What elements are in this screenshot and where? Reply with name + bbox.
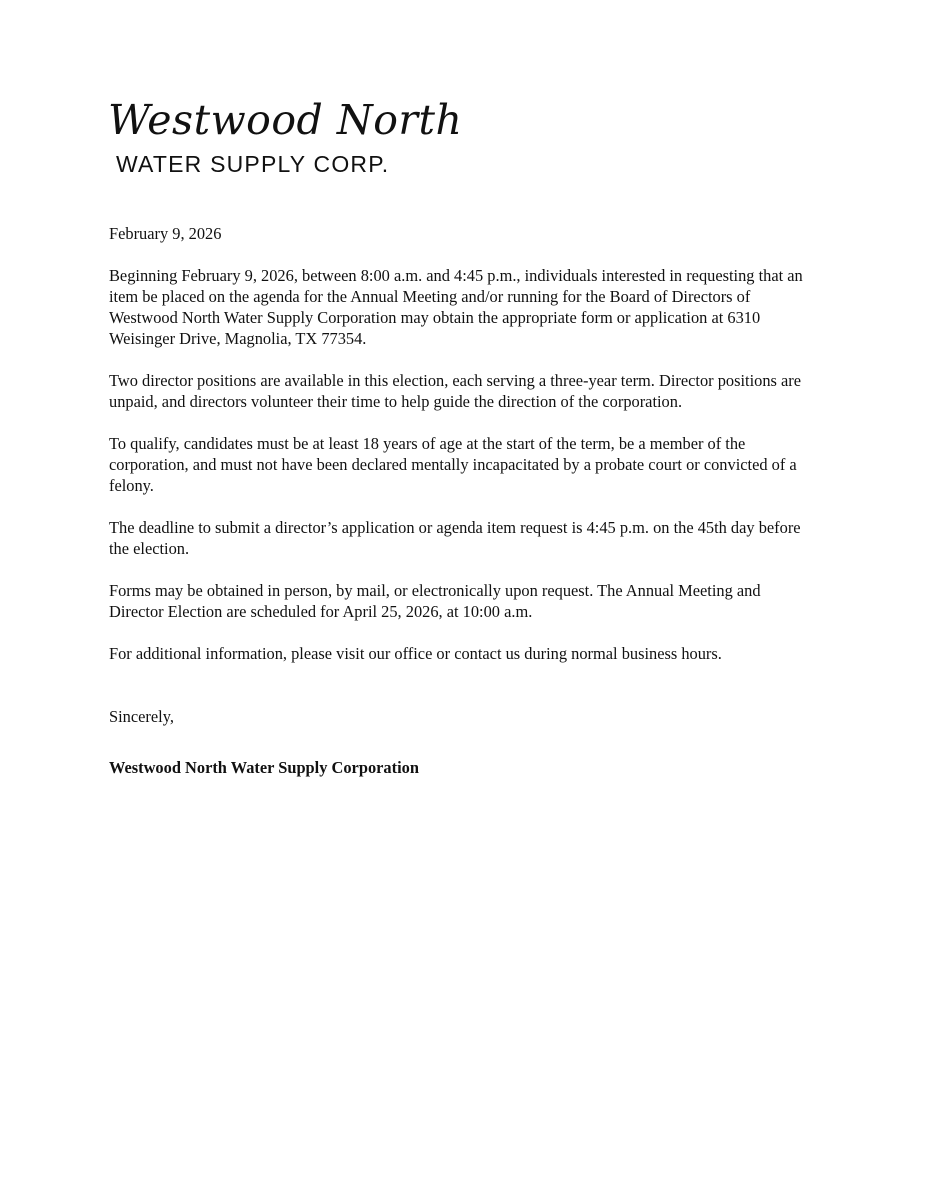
letter-date: February 9, 2026 — [109, 224, 222, 243]
paragraph-deadline: The deadline to submit a director’s application or agenda item request is 4:45 p.m. on the 45th day before the election. — [109, 518, 801, 558]
company-logo-subtitle: WATER SUPPLY CORP. — [116, 151, 390, 177]
letterhead — [108, 94, 828, 178]
paragraph-director-positions: Two director positions are available in this election, each serving a three-year term. Director positions are unpaid, and directors volunteer their time to help guide the direction of the corporation. — [109, 371, 802, 411]
paragraph-qualifications: To qualify, candidates must be at least 18 years of age at the start of the term, be a member of the corporation, and must not have been declared mentally incapacitated by a probate court or convicted of a felony. — [109, 434, 797, 495]
company-logo-name: Westwood North — [108, 96, 463, 144]
letter-body — [109, 223, 809, 778]
paragraph-contact-info: For additional information, please visit our office or contact us during normal business hours. — [109, 644, 722, 663]
signature-name: Westwood North Water Supply Corporation — [109, 758, 419, 777]
paragraph-form-availability: Beginning February 9, 2026, between 8:00 a.m. and 4:45 p.m., individuals interested in requesting that an item be placed on the agenda for the Annual Meeting and/or running for the Board of Directors of Westwood North Water Supply Corporation may obtain the appropriate form or application at 6310 Weisinger Drive, Magnolia, TX 77354. — [109, 266, 803, 348]
spacer — [109, 685, 809, 706]
letter-closing: Sincerely, — [109, 707, 174, 726]
paragraph-meeting-schedule: Forms may be obtained in person, by mail, or electronically upon request. The Annual Meeting and Director Election are scheduled for April 25, 2026, at 10:00 a.m. — [109, 581, 761, 621]
